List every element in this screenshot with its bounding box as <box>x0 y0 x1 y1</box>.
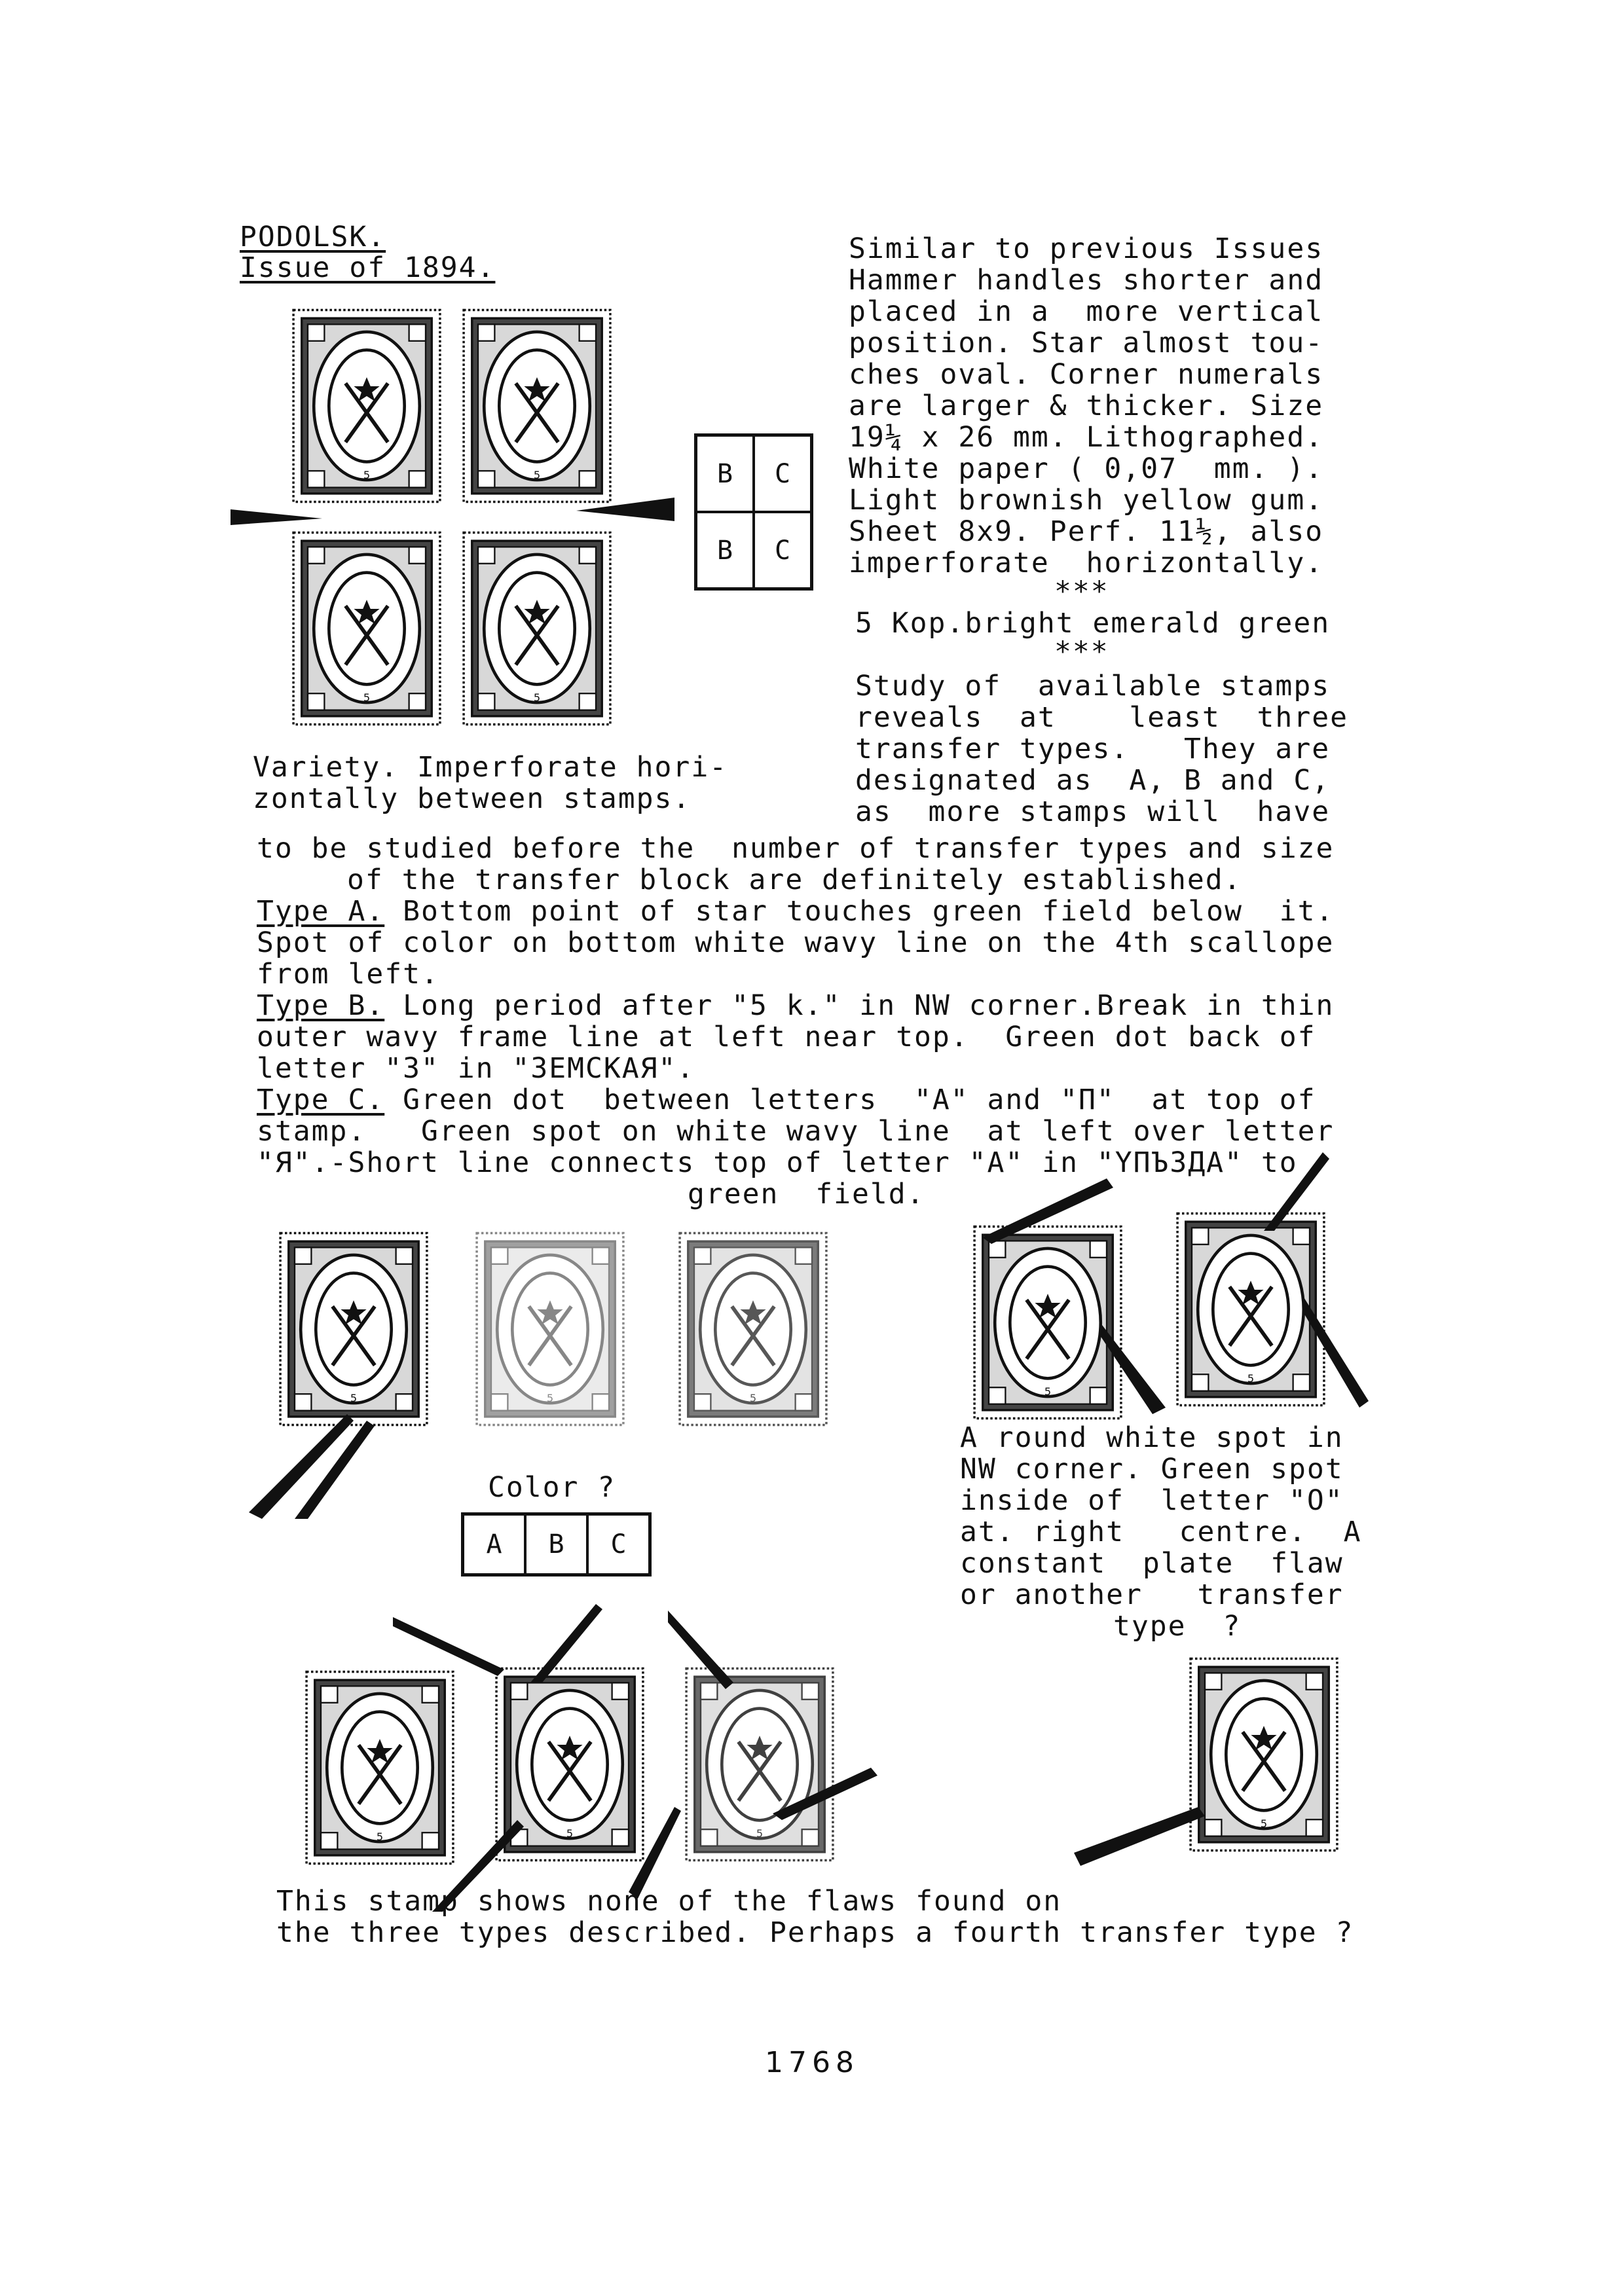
study-line: Study of available stamps <box>855 670 1331 702</box>
body-line: of the transfer block are definitely established. <box>347 864 1242 896</box>
flaw-line: type ? <box>1113 1610 1242 1643</box>
body-line: Spot of color on bottom white wavy line on the 4th scallope <box>257 926 1335 959</box>
variety-line: zontally between stamps. <box>253 782 692 815</box>
color-cell: B <box>525 1514 587 1575</box>
color-label: Color ? <box>488 1471 616 1504</box>
desc-line: Similar to previous Issues <box>849 232 1324 265</box>
page-title: PODOLSK. <box>240 221 386 253</box>
type-a-desc: Bottom point of star touches green field below it. <box>384 895 1335 928</box>
type-b-text <box>257 990 1334 1021</box>
desc-line: White paper ( 0,07 mm. ). <box>849 452 1324 485</box>
study-line: transfer types. They are <box>855 733 1331 765</box>
type-a-label: Type A. <box>257 895 385 928</box>
body-line: to be studied before the number of transfer types and size <box>257 832 1335 865</box>
flaw-line: inside of letter "O" <box>960 1484 1344 1517</box>
pointer-arrow <box>1074 1807 1205 1866</box>
pointer-arrow <box>773 1768 877 1820</box>
desc-line: are larger & thicker. Size <box>849 390 1324 422</box>
value-line: 5 Kop.bright emerald green <box>855 607 1331 640</box>
type-c-text <box>257 1084 1316 1116</box>
stamp-unknown-type <box>1185 1656 1342 1853</box>
pointer-arrow <box>1264 1152 1329 1231</box>
variety-line: Variety. Imperforate hori- <box>253 751 728 784</box>
page-number: 1768 <box>765 2046 859 2079</box>
color-cell: C <box>587 1514 650 1575</box>
pointer-arrow <box>982 1178 1113 1244</box>
pointer-arrow <box>530 1604 602 1683</box>
desc-line: placed in a more vertical <box>849 295 1324 328</box>
desc-line: 19¼ x 26 mm. Lithographed. <box>849 421 1324 454</box>
desc-line: Sheet 8x9. Perf. 11½, also <box>849 515 1324 548</box>
grid-cell: C <box>754 435 811 512</box>
pointer-arrow-left <box>231 504 322 530</box>
study-line: reveals at least three <box>855 701 1348 734</box>
flaw-line: NW corner. Green spot <box>960 1453 1344 1485</box>
issue-subtitle: Issue of 1894. <box>240 251 496 284</box>
color-cell: A <box>463 1514 525 1575</box>
body-line: "Я".-Short line connects top of letter "A" in "YПЪ3ДA" to <box>257 1146 1298 1179</box>
flaw-line: or another transfer <box>960 1578 1344 1611</box>
flaw-line: A round white spot in <box>960 1421 1344 1454</box>
pointer-arrow <box>1100 1322 1166 1414</box>
pointer-arrow <box>668 1611 733 1689</box>
block-type-grid <box>694 433 813 591</box>
stamp-type-b <box>471 1231 629 1427</box>
flaw-line: at. right centre. A <box>960 1516 1362 1548</box>
body-line: green field. <box>688 1178 925 1211</box>
bottom-note-line: This stamp shows none of the flaws found on <box>276 1885 1062 1918</box>
stamp-type-a <box>275 1231 432 1427</box>
stamp-bottom-c <box>681 1666 838 1863</box>
type-c-desc: Green dot between letters "A" and "П" at top of <box>384 1084 1316 1116</box>
stamp-top-right <box>458 308 616 504</box>
body-line: outer wavy frame line at left near top. Green dot back of <box>257 1021 1316 1053</box>
pointer-arrow <box>1303 1296 1369 1408</box>
desc-line: position. Star almost tou- <box>849 327 1324 359</box>
body-line: from left. <box>257 958 439 991</box>
pointer-arrow-right <box>576 498 674 524</box>
desc-line: Light brownish yellow gum. <box>849 484 1324 517</box>
pointer-arrow <box>249 1414 380 1519</box>
bottom-note-line: the three types described. Perhaps a fourth transfer type ? <box>276 1916 1354 1949</box>
body-line: letter "3" in "3EMCKAЯ". <box>257 1052 695 1085</box>
desc-line: ches oval. Corner numerals <box>849 358 1324 391</box>
grid-cell: B <box>696 512 754 589</box>
study-line: designated as A, B and C, <box>855 764 1331 797</box>
type-a-text <box>257 896 1334 927</box>
type-c-label: Type C. <box>257 1084 385 1116</box>
desc-line: imperforate horizontally. <box>849 547 1324 579</box>
desc-line: Hammer handles shorter and <box>849 264 1324 297</box>
grid-cell: B <box>696 435 754 512</box>
color-grid <box>461 1512 652 1576</box>
type-b-label: Type B. <box>257 989 385 1022</box>
stamp-bottom-right <box>458 530 616 727</box>
pointer-arrow <box>393 1617 504 1676</box>
grid-cell: C <box>754 512 811 589</box>
separator: *** <box>1054 575 1109 608</box>
stamp-top-left <box>288 308 445 504</box>
stamp-type-c <box>674 1231 832 1427</box>
stamp-bottom-left <box>288 530 445 727</box>
type-b-desc: Long period after "5 k." in NW corner.Break in thin <box>384 989 1335 1022</box>
separator: *** <box>1054 636 1109 668</box>
flaw-line: constant plate flaw <box>960 1547 1344 1580</box>
study-line: as more stamps will have <box>855 795 1331 828</box>
body-line: stamp. Green spot on white wavy line at left over letter <box>257 1115 1335 1148</box>
